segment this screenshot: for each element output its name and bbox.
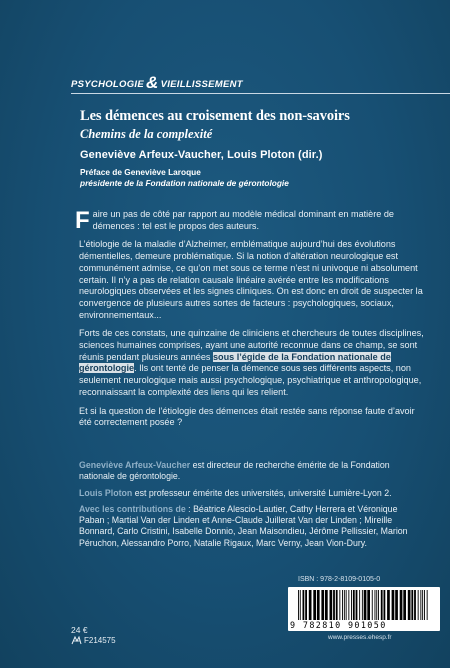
barcode-bar: [422, 590, 423, 620]
barcode-bar: [403, 590, 406, 620]
series-header: [71, 73, 449, 92]
product-code-text: F214575: [84, 636, 116, 645]
credit-2-name: Louis Ploton: [79, 487, 133, 498]
blurb: [75, 207, 424, 436]
barcode-bar: [351, 590, 352, 620]
product-code: [71, 636, 116, 645]
barcode-bar: [348, 590, 349, 620]
blurb-paragraph-3-start: Forts de ces constats, une quinzaine de cliniciens et chercheurs de toutes disciplines, sciences humaines comprises, ayant une autorité reconnue dans ce champ, se sont réunis pendant plusieurs années: [79, 328, 424, 362]
series-right: VIEILLISSEMENT: [160, 79, 243, 90]
credit-3-name: Avec les contributions de: [79, 503, 186, 514]
blurb-paragraph-4: Et si la question de l’étiologie des démences était restée sans réponse faute d’avoir été correctement posée ?: [79, 405, 415, 428]
barcode-bar: [411, 590, 413, 620]
barcode-bar: [300, 590, 301, 620]
credit-1-text: est directeur de recherche émérite de la Fondation nationale de gérontologie.: [79, 460, 390, 482]
barcode-bar: [298, 590, 299, 620]
preface-line-2: présidente de la Fondation nationale de gérontologie: [80, 178, 289, 188]
blurb-paragraph-1-text: aire un pas de côté par rapport au modèle médical dominant en matière de démences : tel est le propos des auteurs.: [92, 209, 394, 231]
barcode-bar: [346, 590, 347, 620]
barcode-bar: [364, 590, 367, 620]
barcode-bar: [317, 590, 320, 620]
barcode-bar: [342, 590, 343, 620]
barcode-bar: [303, 590, 305, 620]
barcode-bar: [333, 590, 335, 620]
barcode-bar: [375, 590, 376, 620]
barcode-bar: [305, 590, 307, 620]
barcode-bars: [298, 590, 430, 620]
barcode-bar: [356, 590, 358, 620]
book-subtitle: Chemins de la complexité: [80, 127, 213, 141]
barcode-bar: [395, 590, 398, 620]
barcode-bar: [321, 590, 324, 620]
barcode-bar: [387, 590, 390, 620]
credit-1: [79, 460, 424, 483]
barcode-bar: [408, 590, 411, 620]
blurb-paragraph-3: [79, 328, 424, 398]
barcode-bar: [414, 590, 416, 620]
blurb-paragraph-3-end: . Ils ont tenté de penser la démence sous ses différents aspects, non seulement neurologique mais aussi psychologique, psychiatrique et anthropologique, reconnaissant la complexité des liens qui les relient.: [79, 363, 422, 397]
barcode-bar: [339, 590, 340, 620]
blurb-paragraph-1: [75, 207, 424, 234]
barcode-bar: [353, 590, 355, 620]
barcode-bar: [344, 590, 345, 620]
publisher-url: www.presses.ehesp.fr: [328, 634, 392, 641]
barcode-digits: 9 782810 901050: [290, 620, 387, 630]
series-divider: [71, 93, 450, 94]
credits: [79, 460, 424, 554]
barcode-bar: [378, 590, 379, 620]
series-left: PSYCHOLOGIE: [71, 79, 144, 90]
barcode-bar: [392, 590, 395, 620]
credit-2: [79, 488, 424, 499]
barcode-bar: [381, 590, 383, 620]
barcode-bar: [359, 590, 360, 620]
credit-3-text: : Béatrice Alescio-Lautier, Cathy Herrera et Véronique Paban ; Martial Van der Linden et Anne-Claude Juillerat Van der Linden ; Mireille Bonnard, Carlo Cristini, Isabelle Donnio, Jean Maisondieu, Jérôme Pellissier, Marion Péruchon, Alessandro Porro, Natalie Rigaux, Marc Verny, Jean Vion-Dury.: [79, 503, 408, 548]
barcode-bar: [418, 590, 419, 620]
book-title: Les démences au croisement des non-savoirs: [80, 108, 350, 124]
drop-cap: F: [75, 207, 90, 234]
credit-1-name: Geneviève Arfeux-Vaucher: [79, 460, 191, 470]
barcode-bar: [362, 590, 363, 620]
barcode-bar: [330, 590, 333, 620]
highlighted-phrase: sous l’égide de la Fondation nationale de gérontologie: [79, 351, 391, 374]
barcode-bar: [376, 590, 377, 620]
credit-2-text: est professeur émérite des universités, université Lumière-Lyon 2.: [132, 487, 392, 498]
preface: [80, 167, 420, 189]
barcode-bar: [336, 590, 338, 620]
preface-line-1: Préface de Geneviève Laroque: [80, 167, 201, 177]
barcode-bar: [313, 590, 316, 620]
barcode-bar: [372, 590, 373, 620]
isbn: ISBN : 978-2-8109-0105-0: [298, 576, 381, 583]
barcode-bar: [427, 590, 428, 620]
publisher-logo-icon: [71, 636, 82, 645]
price: 24 €: [71, 625, 88, 635]
barcode-bar: [325, 590, 328, 620]
barcode-bar: [424, 590, 425, 620]
barcode-bar: [384, 590, 386, 620]
blurb-paragraph-2: L’étiologie de la maladie d’Alzheimer, emblématique aujourd’hui des évolutions démentielles, demeure problématique. Si la notion d’altération neurologique est communément admise, ce qu’on met sous ce terme n’est ni univoque ni absolument certain. Il n’y a pas de relation causale linéaire avérée entre les modifications neurologiques observées et les signes cliniques. On est donc en droit de suspecter la convergence de plusieurs autres sortes de facteurs : psychologiques, sociaux, environnementaux...: [79, 239, 423, 320]
barcode-bar: [420, 590, 421, 620]
credit-3: [79, 504, 424, 549]
barcode-bar: [367, 590, 370, 620]
barcode-bar: [400, 590, 403, 620]
series-ampersand: &: [145, 73, 159, 92]
barcode-bar: [309, 590, 312, 620]
barcode: [288, 587, 440, 631]
book-authors: Geneviève Arfeux-Vaucher, Louis Ploton (dir.): [80, 149, 323, 161]
